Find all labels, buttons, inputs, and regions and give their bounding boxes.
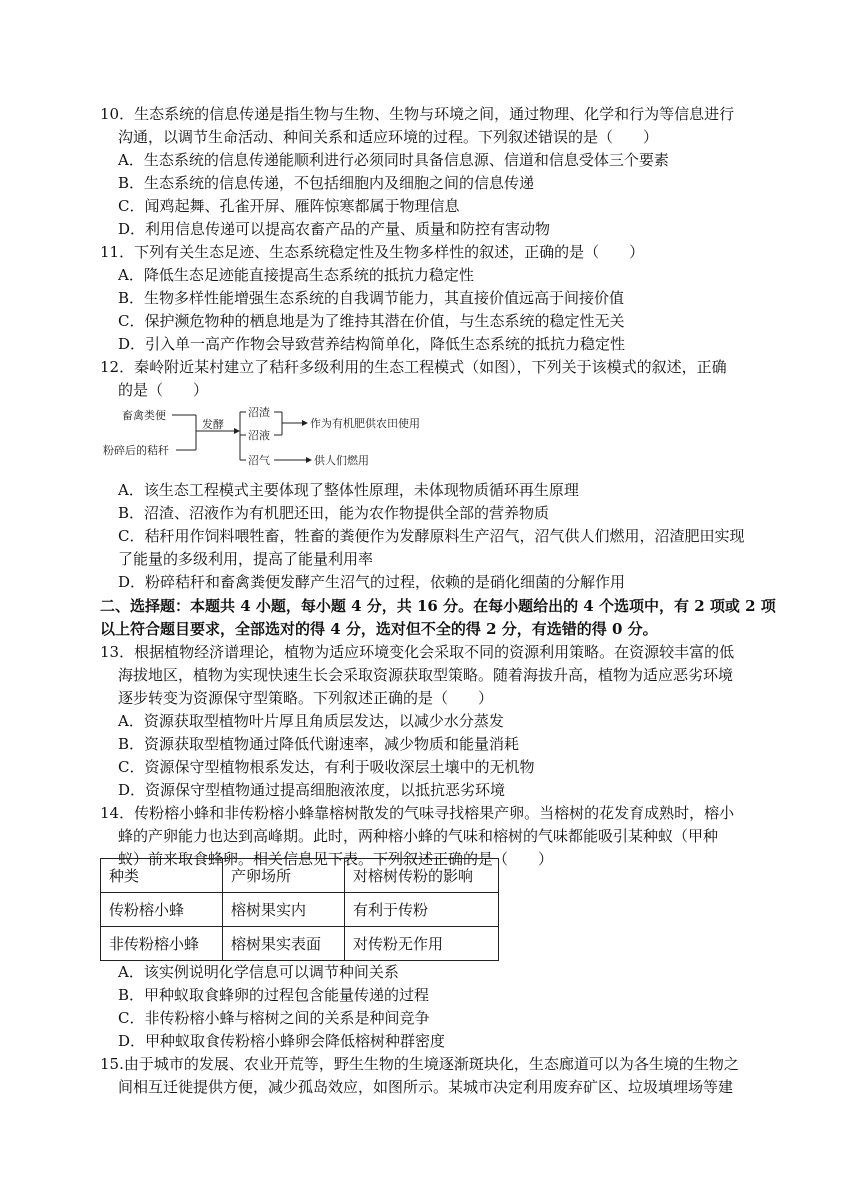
q12-option-c: C．秸秆用作饲料喂牲畜，牲畜的粪便作为发酵原料生产沼气，沼气供人们燃用，沼渣肥田实现: [118, 527, 745, 545]
q15-stem-cont: 间相互迁徙提供方便，减少孤岛效应，如图所示。某城市决定利用废弃矿区、垃圾填埋场等建: [118, 1078, 734, 1096]
q14-stem-cont2: 蚁）前来取食蜂卵。相关信息见下表。下列叙述正确的是（ ）: [118, 850, 554, 868]
q14-stem-cont: 蜂的产卵能力也达到高峰期。此时，两种榕小蜂的气味和榕树的气味都能吸引某种蚁（甲种: [118, 827, 719, 845]
q11-option-a: A．降低生态足迹能直接提高生态系统的抵抗力稳定性: [118, 266, 474, 284]
q10-option-b: B．生态系统的信息传递，不包括细胞内及细胞之间的信息传递: [118, 174, 535, 192]
q12-stem: 12．秦岭附近某村建立了秸秆多级利用的生态工程模式（如图），下列关于该模式的叙述，正确: [100, 358, 727, 376]
table-cell: 非传粉榕小蜂: [101, 927, 223, 961]
q14-stem: 14．传粉榕小蜂和非传粉榕小蜂靠榕树散发的气味寻找榕果产卵。当榕树的花发育成熟时，榕小: [100, 804, 735, 822]
q10-stem-cont: 沟通，以调节生命活动、种间关系和适应环境的过程。下列叙述错误的是（ ）: [118, 128, 659, 146]
q11-option-d: D．引入单一高产作物会导致营养结构简单化，降低生态系统的抵抗力稳定性: [118, 335, 626, 353]
diagram-input-manure: 畜禽类便: [122, 409, 166, 422]
q12-option-b: B．沼渣、沼液作为有机肥还田，能为农作物提供全部的营养物质: [118, 504, 550, 522]
q11-stem: 11．下列有关生态足迹、生态系统稳定性及生物多样性的叙述，正确的是（ ）: [100, 243, 645, 261]
q13-stem: 13．根据植物经济谱理论，植物为适应环境变化会采取不同的资源利用策略。在资源较丰富的低: [100, 643, 735, 661]
q11-option-c: C．保护濒危物种的栖息地是为了维持其潜在价值，与生态系统的稳定性无关: [118, 312, 625, 330]
q11-option-b: B．生物多样性能增强生态系统的自我调节能力，其直接价值远高于间接价值: [118, 289, 625, 307]
diagram-arrowhead: [302, 420, 308, 426]
q12-option-d: D．粉碎秸秆和畜禽粪便发酵产生沼气的过程，依赖的是硝化细菌的分解作用: [118, 573, 626, 591]
q13-stem-cont: 海拔地区，植物为实现快速生长会采取资源获取型策略。随着海拔升高，植物为适应恶劣环境: [118, 666, 734, 684]
q10-stem: 10．生态系统的信息传递是指生物与生物、生物与环境之间，通过物理、化学和行为等信息进行: [100, 105, 735, 123]
diagram-arrowhead: [306, 457, 312, 463]
q12-option-c-cont: 了能量的多级利用，提高了能量利用率: [118, 550, 374, 568]
q13-option-d: D．资源保守型植物通过提高细胞液浓度，以抵抗恶劣环境: [118, 781, 506, 799]
diagram-use-fuel: 供人们燃用: [314, 454, 369, 467]
table-header-cell: 对榕树传粉的影响: [345, 859, 499, 893]
q15-stem: 15.由于城市的发展、农业开荒等，野生生物的生境逐渐斑块化，生态廊道可以为各生境的生物之: [100, 1055, 739, 1073]
q10-option-c: C．闻鸡起舞、孔雀开屏、雁阵惊寒都属于物理信息: [118, 197, 460, 215]
table-cell: 对传粉无作用: [345, 927, 499, 961]
q14-option-c: C．非传粉榕小蜂与榕树之间的关系是种间竞争: [118, 1009, 430, 1027]
fig-wasp-info-table: [100, 858, 499, 961]
diagram-input-straw: 粉碎后的秸秆: [103, 444, 169, 457]
q13-option-c: C．资源保守型植物根系发达，有利于吸收深层土壤中的无机物: [118, 758, 535, 776]
table-header-cell: 种类: [101, 859, 223, 893]
table-cell: 有利于传粉: [345, 893, 499, 927]
table-row: [101, 927, 499, 961]
table-header-row: [101, 859, 499, 893]
q14-option-d: D．甲种蚁取食传粉榕小蜂卵会降低榕树种群密度: [118, 1032, 446, 1050]
diagram-output-liquid: 沼液: [248, 429, 270, 442]
section-2-heading-cont: 以上符合题目要求，全部选对的得 4 分，选对但不全的得 2 分，有选错的得 0 分。: [100, 620, 658, 638]
q12-stem-cont: 的是（ ）: [118, 381, 209, 399]
table-header-cell: 产卵场所: [223, 859, 345, 893]
diagram-process-ferment: 发酵: [202, 418, 224, 431]
q14-option-a: A．该实例说明化学信息可以调节种间关系: [118, 963, 399, 981]
q12-option-a: A．该生态工程模式主要体现了整体性原理，未体现物质循环再生原理: [118, 481, 579, 499]
q13-option-b: B．资源获取型植物通过降低代谢速率，减少物质和能量消耗: [118, 735, 520, 753]
section-2-heading: 二、选择题：本题共 4 小题，每小题 4 分，共 16 分。在每小题给出的 4 个选项中，有 2 项或 2 项: [100, 597, 776, 615]
table-cell: 传粉榕小蜂: [101, 893, 223, 927]
q10-option-a: A．生态系统的信息传递能顺利进行必须同时具备信息源、信道和信息受体三个要素: [118, 151, 669, 169]
straw-utilization-diagram: [100, 398, 460, 468]
diagram-output-residue: 沼渣: [248, 406, 270, 419]
diagram-use-fertilizer: 作为有机肥供农田使用: [310, 417, 420, 430]
diagram-arrowhead: [234, 428, 240, 434]
q13-stem-cont2: 逐步转变为资源保守型策略。下列叙述正确的是（ ）: [118, 689, 494, 707]
q13-option-a: A．资源获取型植物叶片厚且角质层发达，以减少水分蒸发: [118, 712, 504, 730]
q10-option-d: D．利用信息传递可以提高农畜产品的产量、质量和防控有害动物: [118, 220, 551, 238]
table-row: [101, 893, 499, 927]
table-cell: 榕树果实表面: [223, 927, 345, 961]
q14-option-b: B．甲种蚁取食蜂卵的过程包含能量传递的过程: [118, 986, 430, 1004]
table-cell: 榕树果实内: [223, 893, 345, 927]
diagram-output-biogas: 沼气: [248, 454, 270, 467]
